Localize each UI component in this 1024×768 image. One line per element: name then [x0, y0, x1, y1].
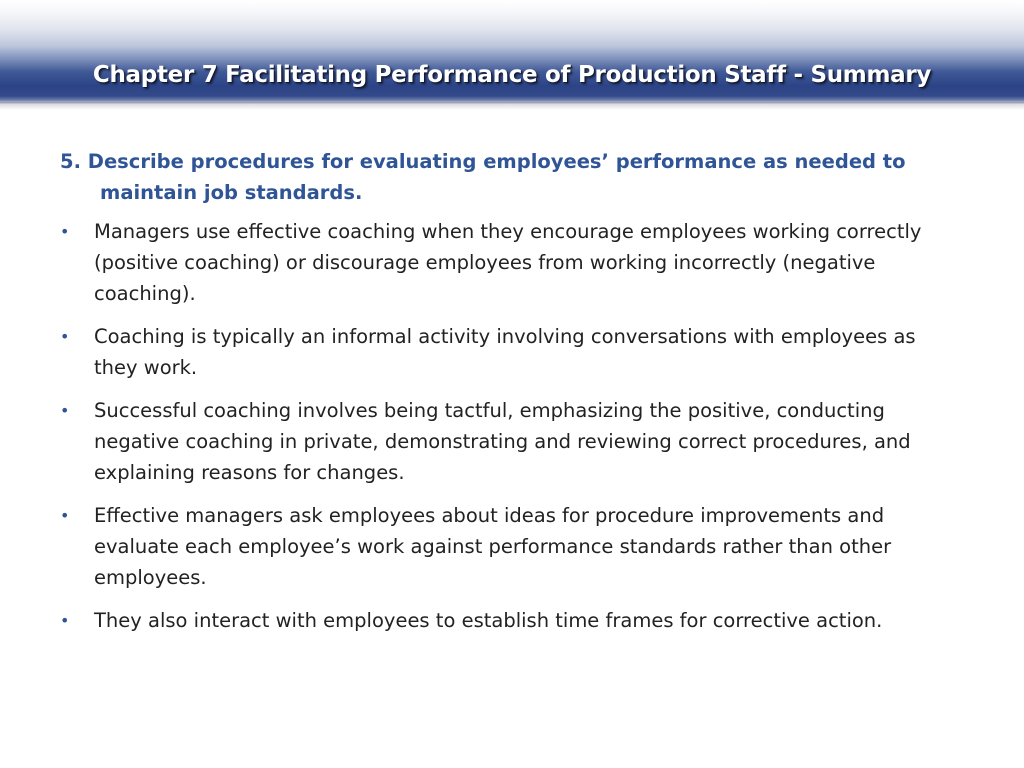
- bullet-icon: •: [60, 611, 70, 630]
- bullet-icon: •: [60, 222, 70, 241]
- bullet-item: [60, 216, 960, 309]
- bullet-item: [60, 395, 960, 488]
- bullet-text: Successful coaching involves being tactful, emphasizing the positive, conducting negative coaching in private, demonstrating and reviewing correct procedures, and explaining reasons for changes.: [94, 399, 911, 484]
- bullet-text: Effective managers ask employees about ideas for procedure improvements and evaluate each employee’s work against performance standards rather than other employees.: [94, 504, 892, 589]
- title-banner: [0, 0, 1024, 104]
- learning-objective: 5. Describe procedures for evaluating employees’ performance as needed to maintain job standards.: [60, 150, 906, 204]
- bullet-text: They also interact with employees to establish time frames for corrective action.: [94, 609, 883, 632]
- bullet-icon: •: [60, 327, 70, 346]
- bullet-item: [60, 605, 960, 636]
- bullet-item: [60, 500, 960, 593]
- bullet-item: [60, 321, 960, 383]
- bullet-icon: •: [60, 401, 70, 420]
- bullet-text: Managers use effective coaching when they encourage employees working correctly (positive coaching) or discourage employees from working incorrectly (negative coaching).: [94, 220, 922, 305]
- bullet-text: Coaching is typically an informal activity involving conversations with employees as they work.: [94, 325, 916, 379]
- bullet-list: [60, 216, 960, 636]
- slide-title: Chapter 7 Facilitating Performance of Production Staff - Summary: [92, 62, 932, 88]
- bullet-icon: •: [60, 506, 70, 525]
- title-banner-shadow: [0, 102, 1024, 110]
- slide-content: [60, 146, 960, 648]
